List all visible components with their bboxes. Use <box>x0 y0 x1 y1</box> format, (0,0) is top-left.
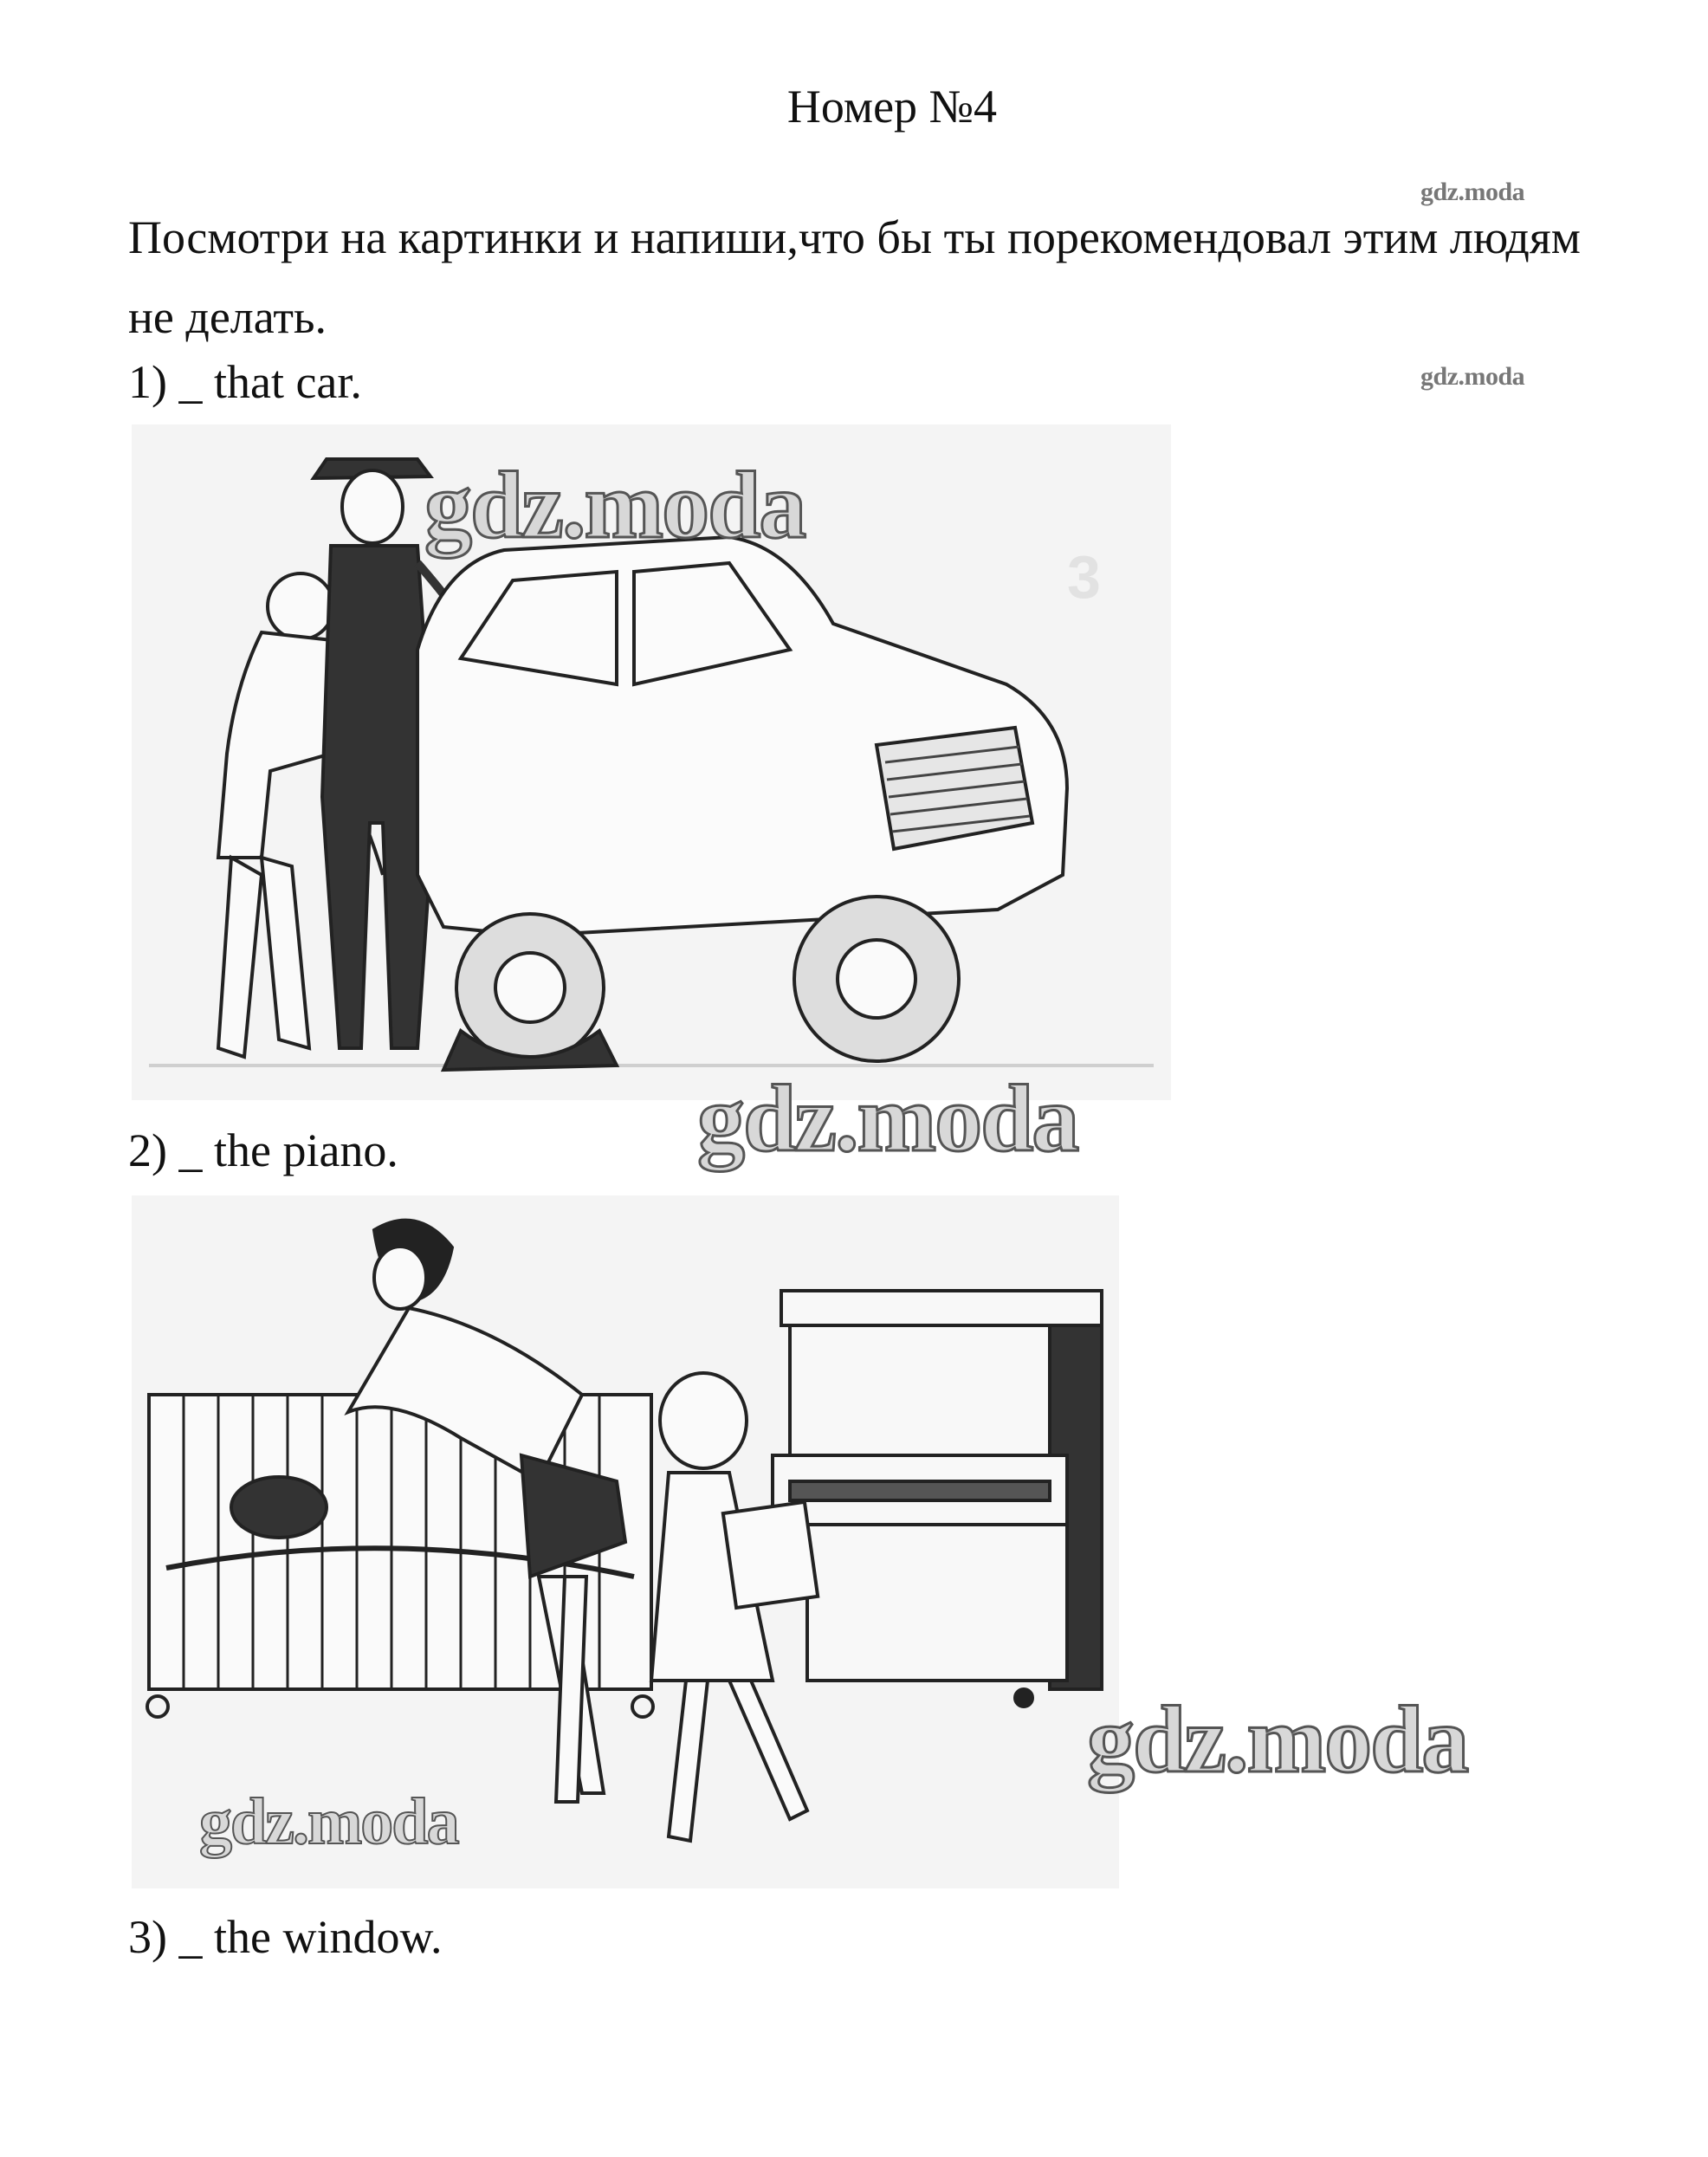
watermark-big-1: gdz.moda <box>424 452 805 558</box>
svg-text:3: 3 <box>1067 543 1101 611</box>
item-1-label: 1) _ that car. <box>128 356 362 408</box>
watermark-medium: gdz.moda <box>199 1785 458 1858</box>
watermark-big-3: gdz.moda <box>1087 1687 1468 1792</box>
watermark-small-top: gdz.moda <box>1420 178 1525 206</box>
watermark-big-2: gdz.moda <box>697 1066 1078 1171</box>
watermark-small-right: gdz.moda <box>1420 362 1525 391</box>
instruction-text: Посмотри на картинки и напиши,что бы ты порекомендовал этим людям не делать. <box>128 211 1581 343</box>
item-3-label: 3) _ the window. <box>128 1911 443 1963</box>
page-title: Номер №4 <box>786 81 998 133</box>
item-2-label: 2) _ the piano. <box>128 1124 398 1176</box>
